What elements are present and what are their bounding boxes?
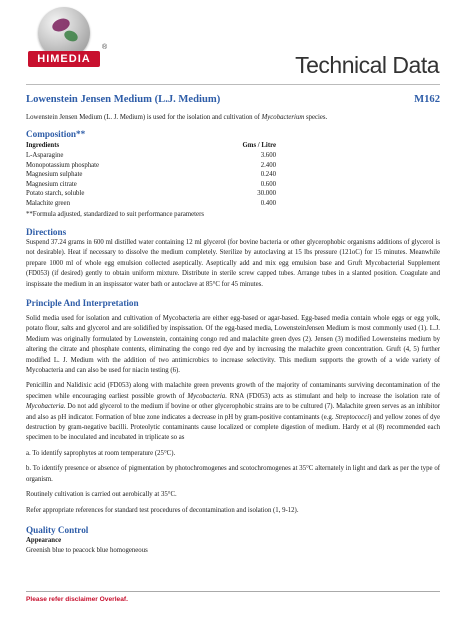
product-code: M162 xyxy=(414,94,440,105)
ingredient-name: Malachite green xyxy=(26,199,70,207)
ingredient-name: Magnesium citrate xyxy=(26,180,77,188)
p2-part-c: . Do not add glycerol to the medium if bovine or other glycerophobic strains are to be cultured (7). Malachite green serves as an inhibitor and also as pH indicator. Formation of blue zone indicates a decrease in pH by gram-positive contaminants (e.g. xyxy=(26,403,440,421)
table-row xyxy=(26,161,440,171)
appearance-text: Greenish blue to peacock blue homogeneous xyxy=(26,547,148,555)
p2-part-a: Penicillin and Nalidixic acid (FD053) along with malachite green prevents growth of the majority of contaminants surviving decontamination of the specimen while encouraging earliest possible growth of xyxy=(26,382,440,400)
header xyxy=(0,0,453,86)
intro-pre: Lowenstein Jensen Medium (L. J. Medium) is used for the isolation and cultivation of xyxy=(26,114,260,121)
ingredient-amount: 0.600 xyxy=(260,180,276,188)
document-body xyxy=(26,93,440,557)
composition-table xyxy=(26,141,440,208)
disclaimer-footer: Please refer disclaimer Overleaf. xyxy=(26,596,128,603)
principle-paragraph-4: b. To identify presence or absence of pigmentation by photochromogenes and scotochromogenes at 35°C alternately in light and dark as per the type of organism. xyxy=(26,465,440,483)
principle-paragraph-3: a. To identify saprophytes at room temperature (25°C). xyxy=(26,449,176,457)
header-divider xyxy=(26,84,440,85)
p2-italic-1: Mycobacteria xyxy=(187,392,226,400)
table-row xyxy=(26,180,440,190)
technical-data-title: Technical Data xyxy=(295,52,439,78)
ingredient-name: Potato starch, soluble xyxy=(26,190,85,198)
directions-heading: Directions xyxy=(26,226,67,237)
principle-paragraph-6: Refer appropriate references for standard test procedures of decontamination and isolation (1, 9-12). xyxy=(26,506,299,514)
formula-note: **Formula adjusted, standardized to suit performance parameters xyxy=(26,210,204,218)
ingredient-name: Magnesium sulphate xyxy=(26,171,83,179)
registered-mark: ® xyxy=(102,44,108,51)
principle-paragraph-5: Routinely cultivation is carried out aerobically at 35°C. xyxy=(26,491,177,499)
appearance-subheading: Appearance xyxy=(26,536,62,544)
quality-control-heading: Quality Control xyxy=(26,524,89,535)
table-row xyxy=(26,189,440,199)
col-amount: Gms / Litre xyxy=(242,142,276,150)
table-row xyxy=(26,199,440,209)
table-row xyxy=(26,170,440,180)
p2-part-b: . RNA (FD053) acts as stimulant and help to increase the isolation rate of xyxy=(225,392,440,400)
principle-heading: Principle And Interpretation xyxy=(26,298,139,308)
p2-italic-3: Streptococci xyxy=(335,413,370,421)
ingredient-name: L-Asparagine xyxy=(26,152,64,159)
ingredient-amount: 0.400 xyxy=(260,199,276,207)
col-ingredients: Ingredients xyxy=(26,142,60,150)
title-text: Lowenstein Jensen Medium (L.J. Medium) xyxy=(26,94,221,105)
ingredient-amount: 0.240 xyxy=(260,171,276,179)
himedia-logo: HIMEDIA xyxy=(28,51,100,67)
intro-post: species. xyxy=(305,114,328,121)
p2-italic-2: Mycobacteria xyxy=(26,403,64,411)
principle-paragraph-1: Solid media used for isolation and cultivation of Mycobacteria are either egg-based or agar-based. Egg-based media contain whole eggs or egg yolk, potato flour, salts and glycerol and are solidified by inspissation. Of the egg-based media, LowensteinJensen Medium is most commonly used (1). L.J. Medium was originally formulated by Lowenstein, containing congo red and malachite green dyes (2). Jensen (3) modified Lowensteins medium by altering the citrate and phosphate contents, eliminating the congo red dye and by increasing the malachite green concentration. Gruft (4, 5) further modified L. J. Medium with the addition of two antimicrobics to increase selectivity. This medium supports the growth of a wide variety of Mycobacteria and can also be used for niacin testing (6). xyxy=(26,315,440,375)
p2-part-d: ) and yellow zones of dye destruction by gram-negative bacilli. Proteolytic contaminants cause localized or complete digestion of medium. Hardy et al (8) recommended each specimen to be inoculated and incubated in triplicate so as xyxy=(26,413,440,442)
ingredient-amount: 30.000 xyxy=(257,190,276,198)
directions-text: Suspend 37.24 grams in 600 ml distilled water containing 12 ml glycerol (for bovine bacteria or other glycerophobic organisms additions of glycerol is not desirable). Heat if necessary to dissolve the medium completely. Sterilize by autoclaving at 15 lbs pressure (121oC) for 15 minutes. Meanwhile prepare 1000 ml of whole egg emulsion collected aseptically. Aseptically add and mix egg emulsion base and Gruft Mycobacterial Supplement (FD053) (if desired) gently to obtain uniform mixture. Distribute in sterile screw capped tubes. Arrange tubes in a slanted position. Coagulate and inspissate the medium in an inspissator water bath or autoclave at 85°C for 45 minutes. xyxy=(26,238,440,288)
composition-header-row xyxy=(26,141,440,151)
ingredient-amount: 3.600 xyxy=(260,152,276,159)
intro-italic: Mycobacterium xyxy=(261,114,305,121)
ingredient-amount: 2.400 xyxy=(260,161,276,169)
intro-text xyxy=(26,113,440,123)
footer-divider xyxy=(26,591,440,592)
principle-paragraph-2 xyxy=(26,381,440,443)
table-row xyxy=(26,151,440,161)
composition-heading: Composition** xyxy=(26,129,86,140)
document-title xyxy=(26,93,440,107)
ingredient-name: Monopotassium phosphate xyxy=(26,161,100,169)
